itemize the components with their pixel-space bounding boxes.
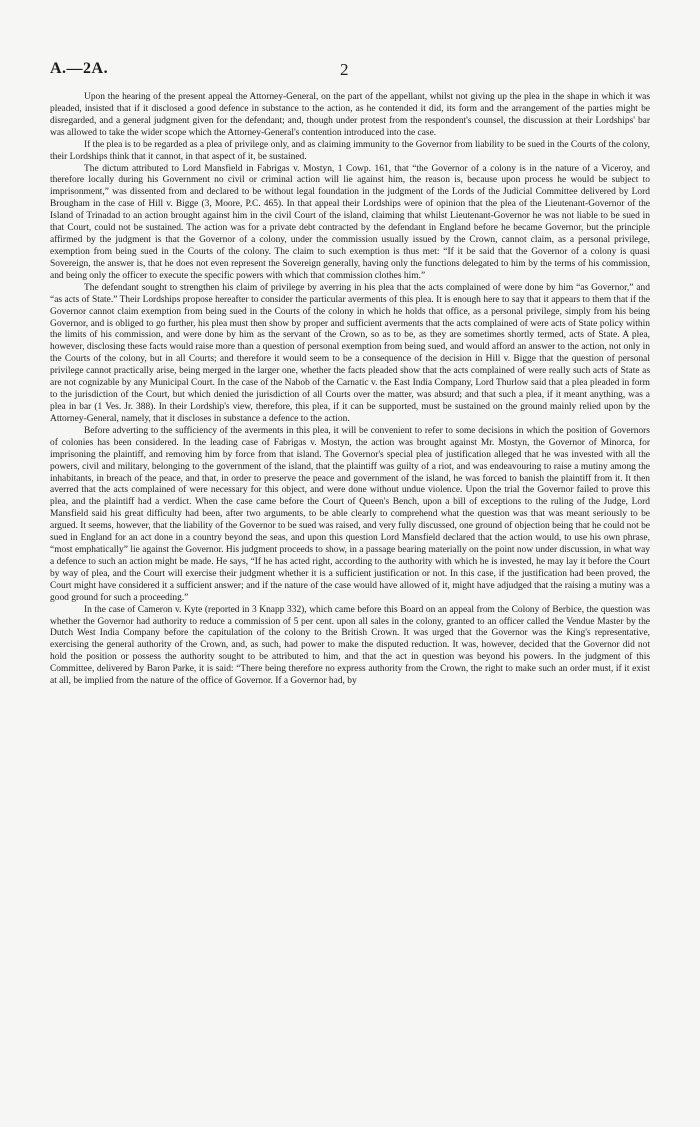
- paragraph-4: The defendant sought to strengthen his claim of privilege by averring in his plea that the acts complained of were done by him “as Governor,” and “as acts of State.” Their Lordships propose hereafter to consider the particular averments of this plea. It is enough here to say that it appears to them that if the Governor cannot claim exemption from being sued in the Courts of the colony in which he holds that office, as a personal privilege, simply from his being Governor, and is obliged to go further, his plea must then show by proper and sufficient averments that the acts complained of were acts of State policy within the limits of his commission, and were done by him as the servant of the Crown, so as to be, as they are sometimes shortly termed, acts of State. A plea, however, disclosing these facts would raise more than a question of personal exemption from being sued, and would afford an answer to the action, not only in the Courts of the colony, but in all Courts; and therefore it would seem to be a consequence of the decision in Hill v. Bigge that the question of personal privilege cannot practically arise, being merged in the larger one, whether the facts pleaded show that the acts complained of were really such acts of State as are not cognizable by any Municipal Court. In the case of the Nabob of the Carnatic v. the East India Company, Lord Thurlow said that a plea pleaded in form to the jurisdiction of the Court, but which denied the jurisdiction of all Courts over the matter, was absurd; and that such a plea, if it meant anything, was a plea in bar (1 Ves. Jr. 388). In their Lordship's view, therefore, this plea, if it can be supported, must be sustained on the ground mainly relied upon by the Attorney-General, namely, that it discloses in substance a defence to the action.: [50, 282, 650, 424]
- paragraph-1: Upon the hearing of the present appeal the Attorney-General, on the part of the appellant, whilst not giving up the plea in the shape in which it was pleaded, insisted that if it disclosed a good defence in substance to the action, as he contended it did, its form and the arrangement of the parties might be disregarded, and a general judgment given for the defendant; and, though under protest from the respondent's counsel, the discussion at their Lordships' bar was allowed to take the wider scope which the Attorney-General's contention introduced into the case.: [50, 92, 650, 138]
- paragraph-5: Before adverting to the sufficiency of the averments in this plea, it will be convenient to refer to some decisions in which the position of Governors of colonies has been considered. In the leading case of Fabrigas v. Mostyn, the action was brought against Mr. Mostyn, the Governor of Minorca, for imprisoning the plaintiff, and removing him by force from that island. The Governor's special plea of justification alleged that he was invested with all the powers, civil and military, belonging to the government of the island, that the plaintiff was guilty of a riot, and was endeavouring to raise a mutiny among the inhabitants, in breach of the peace, and that, in order to preserve the peace and government of the island, he was forced to banish the plaintiff from it. It then averred that the acts complained of were necessary for this object, and were done without undue violence. Upon the trial the Governor failed to prove this plea, and the plaintiff had a verdict. When the case came before the Court of Queen's Bench, upon a bill of exceptions to the ruling of the Judge, Lord Mansfield said his great difficulty had been, after two arguments, to be able clearly to comprehend what the question was that was meant seriously to be argued. It seems, however, that the liability of the Governor to be sued was raised, and very fully discussed, one ground of objection being that he could not be sued in England for an act done in a country beyond the seas, and upon this question Lord Mansfield declared that the action would, to use his own phrase, “most emphatically” lie against the Governor. His judgment proceeds to show, in a passage bearing materially on the point now under discussion, in what way a defence to such an action might be made. He says, “If he has acted right, according to the authority with which he is invested, he may lay it before the Court by way of plea, and the Court will exercise their judgment whether it is a sufficient justification or not. In this case, if the justification had been proved, the Court might have considered it a sufficient answer; and if the nature of the case would have allowed of it, might have adjudged that the raising a mutiny was a good ground for such a proceeding.”: [50, 425, 650, 603]
- paragraph-2: If the plea is to be regarded as a plea of privilege only, and as claiming immunity to the Governor from liability to be sued in the Courts of the colony, their Lordships think that it cannot, in that aspect of it, be sustained.: [50, 139, 650, 162]
- paragraph-3: The dictum attributed to Lord Mansfield in Fabrigas v. Mostyn, 1 Cowp. 161, that “the Governor of a colony is in the nature of a Viceroy, and therefore locally during his Government no civil or criminal action will lie against him, the reason is, because upon process he would be subject to imprisonment,” was dissented from and declared to be without legal foundation in the judgment of the Lords of the Judicial Committee delivered by Lord Brougham in the case of Hill v. Bigge (3, Moore, P.C. 465). In that appeal their Lordships were of opinion that the plea of the Lieutenant-Governor of the Island of Trinadad to an action brought against him in the civil Court of the island, claiming that whilst Lieutenant-Governor he was not liable to be sued in that Court, could not be sustained. The action was for a private debt contracted by the defendant in England before he became Governor, but the principle affirmed by the judgment is that the Governor of a colony, under the commission usually issued by the Crown, cannot claim, as a personal privilege, exemption from being sued in the Courts of the colony. The claim to such exemption is thus met: “If it be said that the Governor of a colony is quasi Sovereign, the answer is, that he does not even represent the Sovereign generally, having only the functions delegated to him by the terms of his commission, and being only the officer to execute the specific powers with which that commission clothes him.”: [50, 163, 650, 281]
- page-number: 2: [340, 60, 349, 79]
- page-header: [50, 60, 652, 84]
- document-reference: A.—2A.: [50, 60, 109, 77]
- body-text: [50, 92, 650, 688]
- paragraph-6: In the case of Cameron v. Kyte (reported in 3 Knapp 332), which came before this Board on an appeal from the Colony of Berbice, the question was whether the Governor had authority to reduce a commission of 5 per cent. upon all sales in the colony, granted to an officer called the Vendue Master by the Dutch West India Company before the capitulation of the colony to the British Crown. It was urged that the Governor was the King's representative, exercising the general authority of the Crown, and, as such, had power to make the disputed reduction. It was, however, decided that the Governor did not hold the position or possess the authority sought to be attributed to him, and that the act in question was beyond his powers. In the judgment of this Committee, delivered by Baron Parke, it is said: “There being therefore no express authority from the Crown, the right to make such an order must, if it exist at all, be implied from the nature of the office of Governor. If a Governor had, by: [50, 604, 650, 687]
